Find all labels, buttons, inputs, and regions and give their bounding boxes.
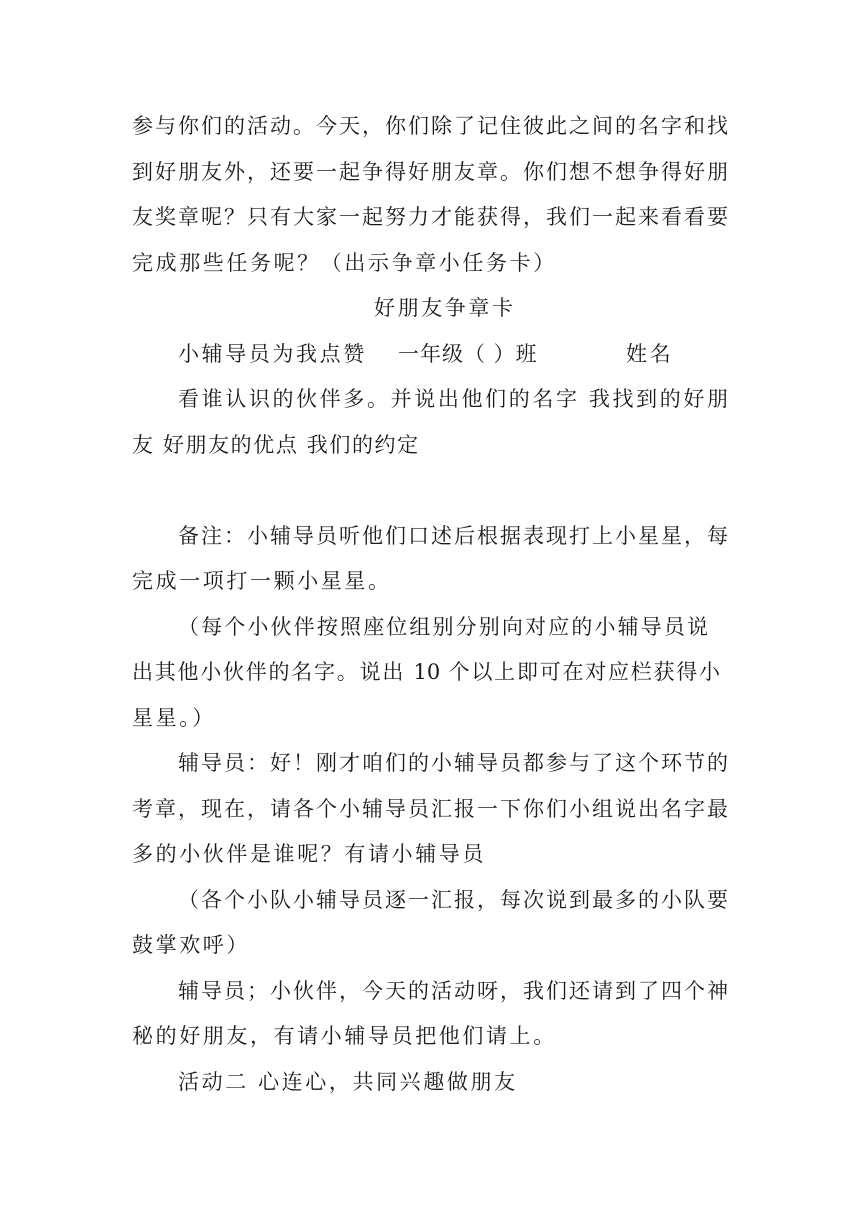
- table-header-cell: 姓名: [626, 342, 674, 366]
- text-line: 参与你们的活动。今天，你们除了记住彼此之间的名字和找: [132, 114, 728, 138]
- table-header-cell: 一年级（ ）班: [398, 342, 538, 366]
- text-line: 星星。）: [132, 706, 216, 730]
- text-line: 完成一项打一颗小星星。: [132, 569, 392, 593]
- table-row-text: 看谁认识的伙伴多。并说出他们的名字 我找到的好朋: [178, 387, 728, 411]
- text-line: （各个小队小辅导员逐一汇报，每次说到最多的小队要: [178, 888, 728, 912]
- text-line: 完成那些任务呢？（出示争章小任务卡）: [132, 251, 557, 275]
- text-line: 出其他小伙伴的名字。说出 10 个以上即可在对应栏获得小: [132, 660, 720, 684]
- text-line: （每个小伙伴按照座位组别分别向对应的小辅导员说: [178, 615, 708, 639]
- text-line: 辅导员；小伙伴，今天的活动呀，我们还请到了四个神: [178, 979, 728, 1003]
- table-header-cell: 小辅导员为我点赞: [178, 342, 367, 366]
- text-line: 辅导员：好！刚才咱们的小辅导员都参与了这个环节的: [178, 751, 728, 775]
- text-line: 秘的好朋友，有请小辅导员把他们请上。: [132, 1024, 557, 1048]
- text-line: 考章，现在，请各个小辅导员汇报一下你们小组说出名字最: [132, 797, 728, 821]
- text-line: 友奖章呢？只有大家一起努力才能获得，我们一起来看看要: [132, 205, 728, 229]
- table-row-text: 友 好朋友的优点 我们的约定: [132, 433, 420, 457]
- text-line: 备注：小辅导员听他们口述后根据表现打上小星星，每: [178, 524, 728, 548]
- section-heading: 活动二 心连心，共同兴趣做朋友: [178, 1070, 518, 1094]
- text-line: 到好朋友外，还要一起争得好朋友章。你们想不想争得好朋: [132, 160, 728, 184]
- text-line: 多的小伙伴是谁呢？有请小辅导员: [132, 842, 486, 866]
- card-title: 好朋友争章卡: [374, 296, 516, 320]
- text-line: 鼓掌欢呼）: [132, 933, 250, 957]
